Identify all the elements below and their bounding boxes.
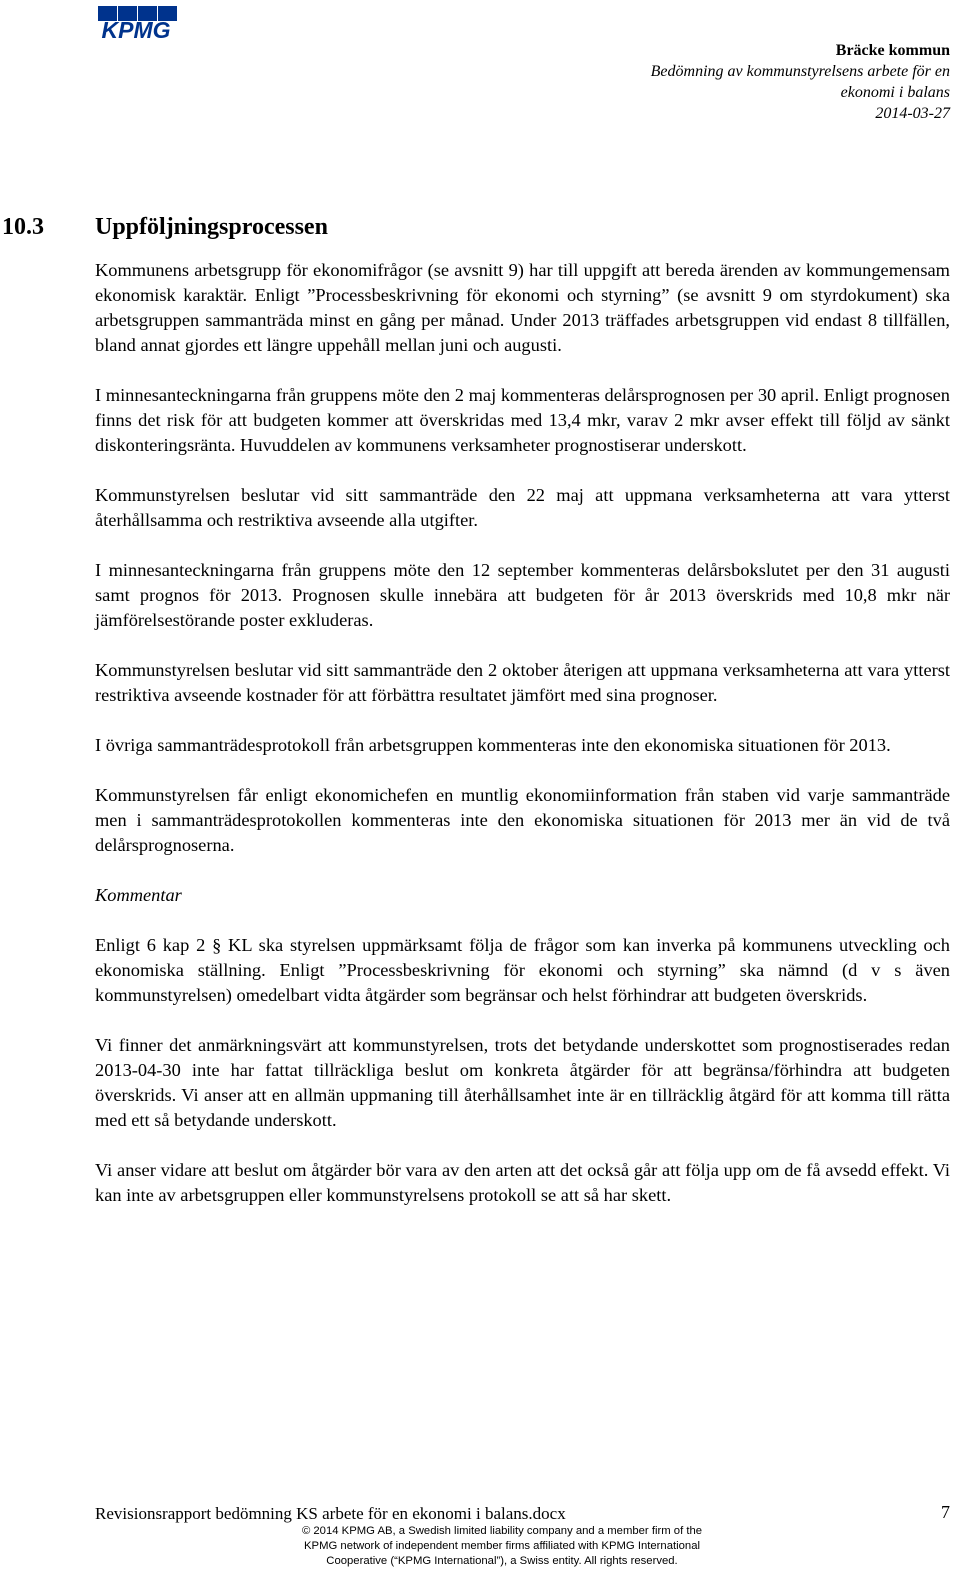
body-paragraph: I minnesanteckningarna från gruppens möte den 2 maj kommenteras delårsprognosen per 30 april. Enligt prognosen finns det risk för att budgeten kommer att överskridas med 13,4 mkr, varav 2 mkr avser effekt till följd av sänkt diskonteringsränta. Huvuddelen av kommunens verksamheter prognostiserar underskott.	[95, 385, 950, 455]
kpmg-logo-mark	[92, 6, 184, 42]
body-paragraph: I minnesanteckningarna från gruppens möte den 12 september kommenteras delårsbokslutet per den 31 augusti samt prognos för 2013. Prognosen skulle innebära att budgeten för år 2013 överskrids med 10,8 mkr när jämförelsestörande poster exkluderas.	[95, 560, 950, 630]
comment-paragraph: Enligt 6 kap 2 § KL ska styrelsen uppmärksamt följa de frågor som kan inverka på kommunens utveckling och ekonomiska ställning. Enligt ”Processbeskrivning för ekonomi och styrning” ska nämnd (d v s även kommunstyrelsen) omedelbart vidta åtgärder som begränsar och helst förhindrar att budgeten överskrids.	[95, 935, 950, 1005]
header-title-line-2: ekonomi i balans	[840, 84, 950, 101]
footer-filename: Revisionsrapport bedömning KS arbete för en ekonomi i balans.docx	[95, 1504, 566, 1523]
section-title: Uppföljningsprocessen	[95, 214, 328, 240]
comment-paragraph: Vi anser vidare att beslut om åtgärder bör vara av den arten att det också går att följa upp om de få avsedd effekt. Vi kan inte av arbetsgruppen eller kommunstyrelsens protokoll se att så har skett.	[95, 1160, 950, 1205]
body-paragraph: Kommunens arbetsgrupp för ekonomifrågor (se avsnitt 9) har till uppgift att bereda ärenden av kommungemensam ekonomisk karaktär. Enligt ”Processbeskrivning för ekonomi och styrning” (se avsnitt 9 om styrdokument) ska arbetsgruppen sammanträda minst en gång per månad. Under 2013 träffades arbetsgruppen vid endast 8 tillfällen, bland annat gjordes ett längre uppehåll mellan juni och augusti.	[95, 260, 950, 355]
body-paragraph: Kommunstyrelsen beslutar vid sitt sammanträde den 22 maj att uppmana verksamheterna att vara ytterst återhållsamma och restriktiva avseende alla utgifter.	[95, 485, 950, 530]
comment-heading: Kommentar	[95, 885, 182, 905]
legal-line-3: Cooperative (“KPMG International”), a Swiss entity. All rights reserved.	[326, 1555, 678, 1567]
comment-paragraph: Vi finner det anmärkningsvärt att kommunstyrelsen, trots det betydande underskottet som prognostiserades redan 2013-04-30 inte har fattat tillräckliga beslut om konkreta åtgärder för att begränsa/förhindra att budgeten överskrids. Vi anser att en allmän uppmaning till återhållsamhet inte är en tillräcklig åtgärd för att komma till rätta med ett så betydande underskott.	[95, 1035, 950, 1130]
header-date: 2014-03-27	[875, 105, 950, 122]
legal-line-1: © 2014 KPMG AB, a Swedish limited liability company and a member firm of the	[301, 1525, 703, 1537]
header-organization: Bräcke kommun	[835, 42, 950, 59]
kpmg-logo-text: KPMG	[101, 17, 171, 42]
body-paragraph: Kommunstyrelsen får enligt ekonomichefen en muntlig ekonomiinformation från staben vid varje sammanträde men i sammanträdesprotokollen kommenteras inte den ekonomiska situationen för 2013 mer än vid de två delårsprognoserna.	[95, 785, 950, 855]
body-paragraph: I övriga sammanträdesprotokoll från arbetsgruppen kommenteras inte den ekonomiska situationen för 2013.	[95, 735, 891, 755]
section-number: 10.3	[2, 214, 44, 240]
document-header	[651, 40, 950, 124]
body-paragraph: Kommunstyrelsen beslutar vid sitt sammanträde den 2 oktober återigen att uppmana verksamheterna att vara ytterst restriktiva avseende kostnader för att förbättra resultatet jämfört med sina prognoser.	[95, 660, 950, 705]
page-number: 7	[941, 1502, 950, 1522]
legal-line-2: KPMG network of independent member firms affiliated with KPMG International	[304, 1540, 700, 1552]
document-body	[95, 258, 950, 1233]
kpmg-logo	[92, 6, 184, 42]
footer-legal	[0, 1524, 960, 1569]
header-title-line-1: Bedömning av kommunstyrelsens arbete för en	[650, 63, 950, 80]
